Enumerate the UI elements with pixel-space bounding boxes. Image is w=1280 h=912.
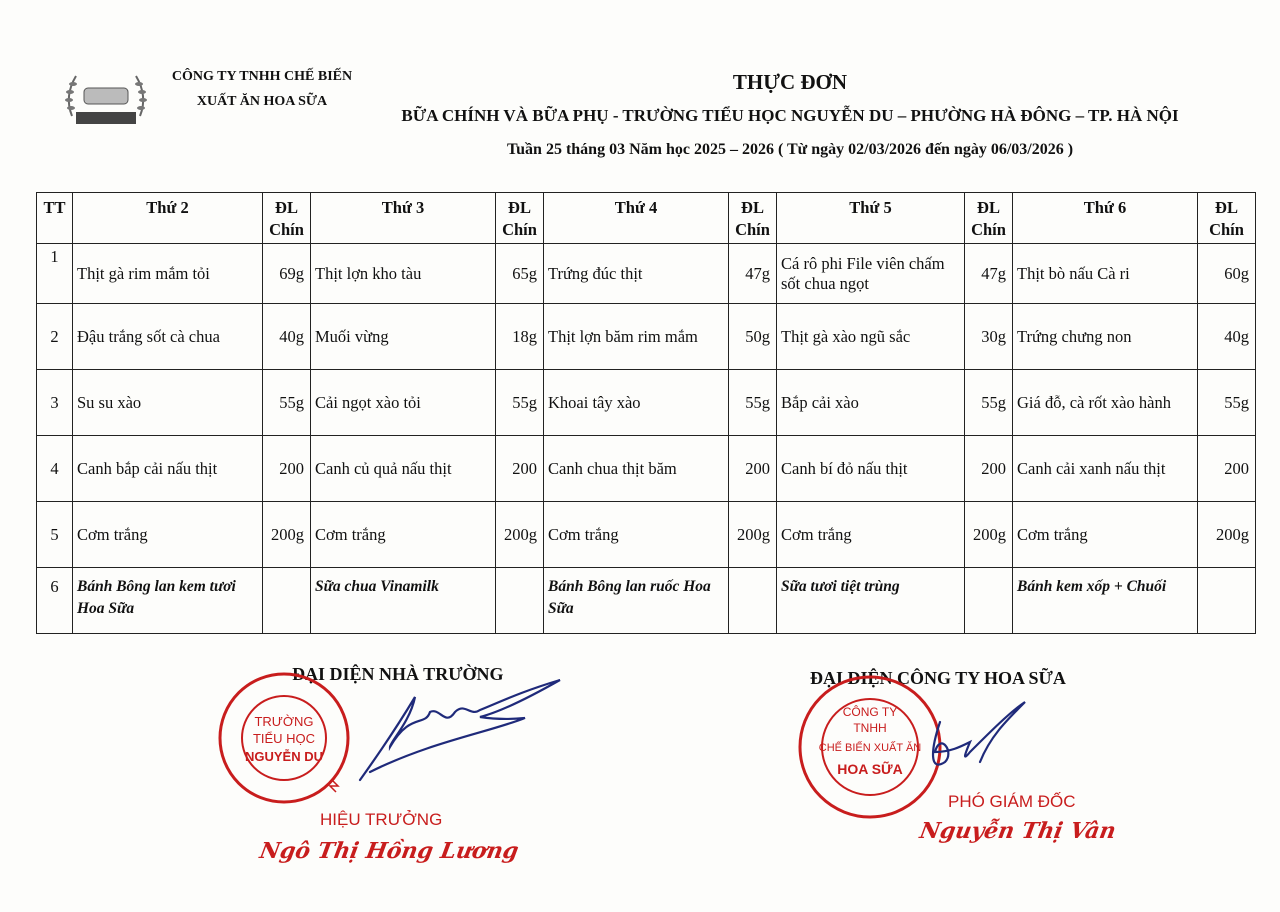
qty-cell: 30g xyxy=(965,304,1013,370)
dish-cell: Trứng chưng non xyxy=(1013,304,1198,370)
qty-cell: 200 xyxy=(496,436,544,502)
dish-cell: Đậu trắng sốt cà chua xyxy=(73,304,263,370)
dish-cell: Cơm trắng xyxy=(311,502,496,568)
qty-cell: 69g xyxy=(263,244,311,304)
table-row xyxy=(37,568,1256,634)
company-stamp-line-4: HOA SỮA xyxy=(837,761,903,777)
col-qty-4: ĐL Chín xyxy=(965,193,1013,244)
qty-cell: 55g xyxy=(965,370,1013,436)
qty-cell: 55g xyxy=(729,370,777,436)
dish-cell: Cơm trắng xyxy=(73,502,263,568)
school-signature-icon xyxy=(330,672,590,792)
school-role: HIỆU TRƯỞNG xyxy=(320,810,443,829)
qty-cell: 55g xyxy=(263,370,311,436)
qty-cell: 200 xyxy=(1198,436,1256,502)
snack-cell: Sữa tươi tiệt trùng xyxy=(777,568,965,634)
dish-cell: Canh chua thịt băm xyxy=(544,436,729,502)
qty-cell: 200 xyxy=(965,436,1013,502)
company-signature-heading: ĐẠI DIỆN CÔNG TY HOA SỮA xyxy=(810,668,1066,688)
dish-cell: Canh cải xanh nấu thịt xyxy=(1013,436,1198,502)
table-row xyxy=(37,304,1256,370)
row-number: 1 xyxy=(37,244,73,304)
dish-cell: Bắp cải xào xyxy=(777,370,965,436)
row-number: 6 xyxy=(37,568,73,634)
school-stamp-line-1: TRƯỜNG xyxy=(254,714,314,729)
table-row xyxy=(37,370,1256,436)
qty-cell: 47g xyxy=(729,244,777,304)
qty-cell: 65g xyxy=(496,244,544,304)
dish-cell: Khoai tây xào xyxy=(544,370,729,436)
col-qty-3: ĐL Chín xyxy=(729,193,777,244)
company-stamp-line-2: TNHH xyxy=(853,721,887,735)
company-line-1: CÔNG TY TNHH CHẾ BIẾN xyxy=(171,69,353,84)
company-signer-name: Nguyễn Thị Vân xyxy=(917,818,1118,844)
dish-cell: Thịt lợn băm rim mắm xyxy=(544,304,729,370)
dish-cell: Giá đỗ, cà rốt xào hành xyxy=(1013,370,1198,436)
qty-cell: 55g xyxy=(1198,370,1256,436)
row-number: 5 xyxy=(37,502,73,568)
snack-cell: Bánh Bông lan kem tươi Hoa Sữa xyxy=(73,568,263,634)
col-day-2: Thứ 3 xyxy=(311,193,496,244)
qty-cell xyxy=(965,568,1013,634)
school-signature-heading: ĐẠI DIỆN NHÀ TRƯỜNG xyxy=(292,664,504,684)
qty-cell: 200g xyxy=(496,502,544,568)
table-row xyxy=(37,502,1256,568)
table-row xyxy=(37,436,1256,502)
dish-cell: Canh bắp cải nấu thịt xyxy=(73,436,263,502)
table-header-row xyxy=(37,193,1256,244)
dish-cell: Trứng đúc thịt xyxy=(544,244,729,304)
qty-cell: 50g xyxy=(729,304,777,370)
company-stamp-line-3: CHẾ BIẾN XUẤT ĂN xyxy=(818,742,922,754)
dish-cell: Thịt lợn kho tàu xyxy=(311,244,496,304)
company-role: PHÓ GIÁM ĐỐC xyxy=(948,792,1076,811)
company-line-2: XUẤT ĂN HOA SỮA xyxy=(196,94,328,109)
page-title: THỰC ĐƠN xyxy=(732,70,848,94)
snack-cell: Sữa chua Vinamilk xyxy=(311,568,496,634)
row-number: 4 xyxy=(37,436,73,502)
dish-cell: Cơm trắng xyxy=(777,502,965,568)
qty-cell: 55g xyxy=(496,370,544,436)
qty-cell: 200g xyxy=(263,502,311,568)
snack-cell: Bánh kem xốp + Chuối xyxy=(1013,568,1198,634)
row-number: 2 xyxy=(37,304,73,370)
qty-cell: 40g xyxy=(1198,304,1256,370)
qty-cell: 18g xyxy=(496,304,544,370)
dish-cell: Muối vừng xyxy=(311,304,496,370)
qty-cell xyxy=(263,568,311,634)
dish-cell: Thịt gà xào ngũ sắc xyxy=(777,304,965,370)
qty-cell: 47g xyxy=(965,244,1013,304)
school-stamp-line-2: TIỂU HỌC xyxy=(252,731,316,746)
col-tt: TT xyxy=(37,193,73,244)
menu-table xyxy=(36,192,1256,634)
col-qty-2: ĐL Chín xyxy=(496,193,544,244)
school-signer-name: Ngô Thị Hồng Lương xyxy=(257,838,521,864)
page-subtitle: BỮA CHÍNH VÀ BỮA PHỤ - TRƯỜNG TIỂU HỌC NGUYỄN DU – PHƯỜNG HÀ ĐÔNG – TP. HÀ NỘI xyxy=(401,106,1179,125)
company-signature-icon xyxy=(900,692,1040,792)
qty-cell xyxy=(1198,568,1256,634)
qty-cell: 200g xyxy=(1198,502,1256,568)
col-qty-1: ĐL Chín xyxy=(263,193,311,244)
qty-cell: 200 xyxy=(263,436,311,502)
snack-cell: Bánh Bông lan ruốc Hoa Sữa xyxy=(544,568,729,634)
dish-cell: Cơm trắng xyxy=(1013,502,1198,568)
row-number: 3 xyxy=(37,370,73,436)
dish-cell: Thịt gà rim mắm tỏi xyxy=(73,244,263,304)
dish-cell: Canh củ quả nấu thịt xyxy=(311,436,496,502)
col-day-4: Thứ 5 xyxy=(777,193,965,244)
qty-cell: 200 xyxy=(729,436,777,502)
qty-cell: 60g xyxy=(1198,244,1256,304)
col-day-5: Thứ 6 xyxy=(1013,193,1198,244)
dish-cell: Cơm trắng xyxy=(544,502,729,568)
col-day-3: Thứ 4 xyxy=(544,193,729,244)
qty-cell: 40g xyxy=(263,304,311,370)
qty-cell xyxy=(729,568,777,634)
dish-cell: Cá rô phi File viên chấm sốt chua ngọt xyxy=(777,244,965,304)
qty-cell: 200g xyxy=(965,502,1013,568)
company-stamp-line-1: CÔNG TY xyxy=(842,705,898,719)
col-qty-5: ĐL Chín xyxy=(1198,193,1256,244)
dish-cell: Su su xào xyxy=(73,370,263,436)
qty-cell: 200g xyxy=(729,502,777,568)
dish-cell: Canh bí đỏ nấu thịt xyxy=(777,436,965,502)
week-range: Tuần 25 tháng 03 Năm học 2025 – 2026 ( Từ ngày 02/03/2026 đến ngày 06/03/2026 ) xyxy=(506,141,1074,158)
table-row xyxy=(37,244,1256,304)
school-stamp-line-3: NGUYỄN DU xyxy=(244,749,324,764)
dish-cell: Cải ngọt xào tỏi xyxy=(311,370,496,436)
qty-cell xyxy=(496,568,544,634)
dish-cell: Thịt bò nấu Cà ri xyxy=(1013,244,1198,304)
col-day-1: Thứ 2 xyxy=(73,193,263,244)
